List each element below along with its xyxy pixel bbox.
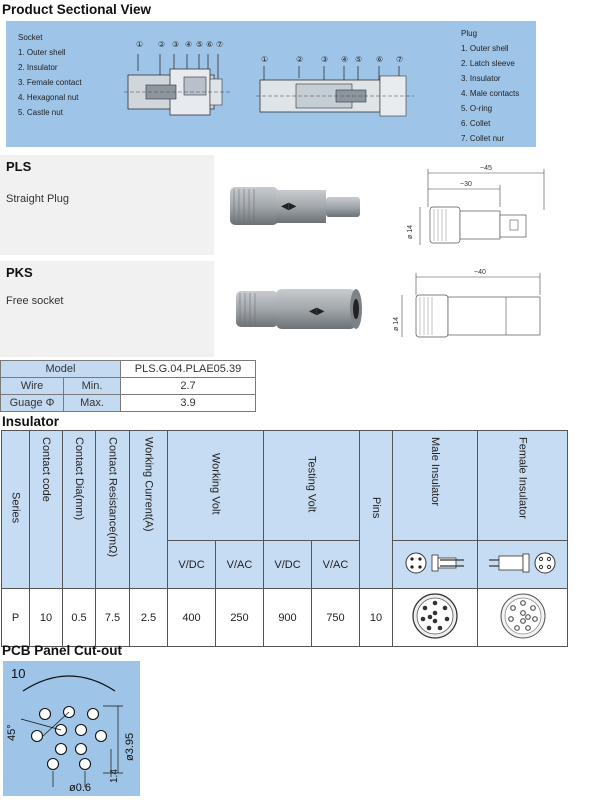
socket-part-1: 1. Outer shell [18, 48, 66, 57]
svg-text:◀▶: ◀▶ [309, 306, 325, 317]
model-value: PLS.G.04.PLAE05.39 [121, 361, 256, 378]
header-female-insulator: Female Insulator [478, 431, 568, 541]
cell-contact-dia: 0.5 [63, 589, 96, 647]
socket-callout-4: ④ [185, 40, 193, 49]
header-pins: Pins [360, 431, 393, 589]
pks-photo [214, 261, 380, 357]
female-insulator-diagram [478, 541, 568, 589]
header-working-volt: Working Volt [168, 431, 264, 541]
sectional-view-title: Product Sectional View [2, 2, 152, 17]
pcb-angle: 45° [6, 724, 18, 741]
min-label: Min. [64, 378, 121, 395]
socket-part-4: 4. Hexagonal nut [18, 93, 79, 102]
cell-contact-code: 10 [30, 589, 63, 647]
plug-callout-4: ④ [341, 55, 349, 64]
plug-callout-5: ⑤ [355, 55, 363, 64]
header-working-vdc: V/DC [168, 541, 216, 589]
plug-callout-3: ③ [321, 55, 329, 64]
plug-part-2: 2. Latch sleeve [461, 59, 515, 68]
pcb-pitch-dia: ø3.95 [124, 732, 136, 761]
pcb-hole-dia: ø0.6 [69, 782, 92, 794]
socket-part-5: 5. Castle nut [18, 108, 63, 117]
cell-working-vac: 250 [216, 589, 264, 647]
wire-label: Wire [1, 378, 64, 395]
max-value: 3.9 [121, 395, 256, 412]
product-code: PKS [6, 265, 33, 280]
insulator-table [1, 430, 568, 647]
plug-title: Plug [461, 29, 478, 38]
product-description: Straight Plug [6, 193, 69, 205]
product-row-pks [0, 261, 566, 357]
header-contact-code: Contact code [30, 431, 63, 589]
header-contact-resistance: Contact Resistance(mΩ) [96, 431, 130, 589]
pls-dimension-drawing [380, 155, 566, 255]
cell-series: P [2, 589, 30, 647]
plug-part-6: 6. Collet [461, 119, 491, 128]
plug-callout-1: ① [261, 55, 269, 64]
plug-callout-7: ⑦ [396, 55, 404, 64]
plug-part-5: 5. O-ring [461, 104, 493, 113]
product-code: PLS [6, 159, 32, 174]
male-insulator-diagram [393, 541, 478, 589]
header-contact-dia: Contact Dia(mm) [63, 431, 96, 589]
insulator-title: Insulator [2, 414, 60, 429]
header-testing-vac: V/AC [312, 541, 360, 589]
svg-text:◀▶: ◀▶ [281, 201, 297, 212]
pcb-pin-count: 10 [11, 666, 26, 681]
pls-photo [214, 155, 380, 255]
plug-callout-6: ⑥ [376, 55, 384, 64]
cell-pins: 10 [360, 589, 393, 647]
header-working-current: Working Current(A) [130, 431, 168, 589]
male-insulator-face [393, 589, 478, 647]
plug-part-3: 3. Insulator [461, 74, 501, 83]
socket-title: Socket [18, 33, 43, 42]
pcb-title: PCB Panel Cut-out [2, 643, 122, 658]
wire-gauge-table [0, 360, 256, 412]
header-testing-vdc: V/DC [264, 541, 312, 589]
socket-callout-5: ⑤ [196, 40, 204, 49]
pks-dim-overall: ~40 [474, 269, 486, 276]
cell-working-vdc: 400 [168, 589, 216, 647]
product-description: Free socket [6, 295, 64, 307]
pcb-cutout-panel [3, 661, 140, 796]
pls-dim-overall: ~45 [480, 165, 492, 172]
cell-testing-vac: 750 [312, 589, 360, 647]
min-value: 2.7 [121, 378, 256, 395]
socket-callout-6: ⑥ [206, 40, 214, 49]
product-row-pls [0, 155, 566, 255]
socket-callout-3: ③ [172, 40, 180, 49]
header-testing-volt: Testing Volt [264, 431, 360, 541]
pks-dimension-drawing [380, 261, 566, 357]
cell-contact-resistance: 7.5 [96, 589, 130, 647]
plug-part-1: 1. Outer shell [461, 44, 509, 53]
socket-part-2: 2. Insulator [18, 63, 58, 72]
max-label: Max. [64, 395, 121, 412]
socket-part-3: 3. Female contact [18, 78, 82, 87]
plug-callout-2: ② [296, 55, 304, 64]
socket-callout-7: ⑦ [216, 40, 224, 49]
header-working-vac: V/AC [216, 541, 264, 589]
gauge-label: Guage Φ [1, 395, 64, 412]
pks-dim-dia: ø 14 [393, 316, 400, 331]
pcb-row-spacing: 1.4 [109, 769, 120, 783]
plug-section-drawing [256, 66, 416, 126]
female-insulator-face [478, 589, 568, 647]
header-series: Series [2, 431, 30, 589]
plug-part-7: 7. Collet nur [461, 134, 505, 143]
model-label: Model [1, 361, 121, 378]
header-male-insulator: Male Insulator [393, 431, 478, 541]
socket-callout-2: ② [158, 40, 166, 49]
sectional-view-panel [6, 21, 536, 147]
pls-dim-dia: ø 14 [407, 224, 414, 239]
socket-callout-1: ① [136, 40, 144, 49]
plug-part-4: 4. Male contacts [461, 89, 520, 98]
socket-section-drawing [124, 51, 234, 121]
cell-working-current: 2.5 [130, 589, 168, 647]
pls-dim-partial: ~30 [460, 181, 472, 188]
cell-testing-vdc: 900 [264, 589, 312, 647]
